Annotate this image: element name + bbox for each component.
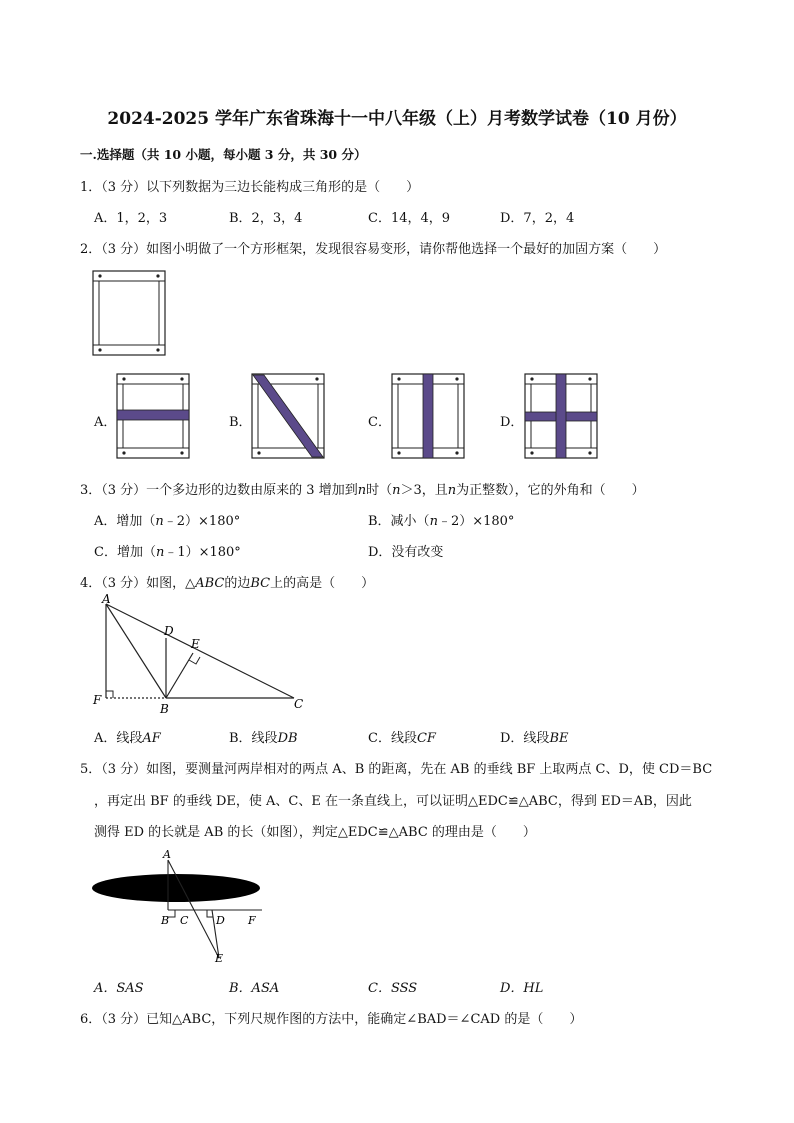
q3-option-a-post: ﹣2）×180° (163, 514, 241, 529)
q4-option-d-var: BE (549, 731, 569, 746)
horizontal-brace (117, 410, 189, 420)
q4-option-c (368, 727, 436, 746)
diagonal-brace (253, 375, 323, 457)
q3-option-a-var: n (155, 514, 164, 529)
q4-option-d (500, 727, 568, 746)
question-4-stem (80, 572, 374, 591)
section-heading: 一.选择题（共 10 小题，每小题 3 分，共 30 分） (80, 147, 367, 162)
q4-var-bc: BC (250, 576, 271, 591)
question-5-line-2: ，再定出 BF 的垂线 DE，使 A、C、E 在一条直线上，可以证明△EDC≌△ABC，得到 ED＝AB，因此 (94, 794, 692, 809)
cross-brace-vertical (556, 374, 566, 458)
q4-label-e: E (191, 637, 200, 651)
q4-option-a-pre: A．线段 (94, 731, 143, 746)
q3-var-n: n (357, 483, 367, 498)
q5-label-d: D (216, 914, 225, 927)
question-5-line-3: 测得 ED 的长就是 AB 的长（如图），判定△EDC≌△ABC 的理由是（ ） (94, 825, 536, 840)
q4-label-f: F (93, 693, 102, 707)
question-6-stem: 6．（3 分）已知△ABC，下列尺规作图的方法中，能确定∠BAD＝∠CAD 的是（ ） (80, 1012, 583, 1027)
q4-option-b-var: DB (277, 731, 298, 746)
q1-option-d: D．7，2，4 (500, 211, 575, 226)
q2-option-c-label: C． (368, 415, 391, 430)
q3-option-d-pre: D．没有改变 (368, 545, 444, 560)
q5-option-c: C．SSS (368, 981, 418, 996)
q1-option-c: C．14，4，9 (368, 211, 451, 226)
q4-option-c-var: CF (416, 731, 436, 746)
river-shape (92, 874, 260, 902)
q3-var-n: n (447, 483, 457, 498)
q5-river-figure (90, 846, 275, 966)
q2-option-d-figure (524, 373, 598, 459)
q2-option-d-label: D． (500, 415, 524, 430)
q4-label-b: B (160, 702, 169, 716)
q3-option-b-var: n (429, 514, 438, 529)
q4-label-d: D (164, 624, 174, 638)
q3-option-b-post: ﹣2）×180° (437, 514, 515, 529)
q4-triangle-figure (90, 594, 310, 716)
q3-option-c-pre: C．增加（ (94, 545, 156, 560)
q4-option-a-var: AF (142, 731, 161, 746)
q4-var-abc: ABC (195, 576, 225, 591)
q3-stem-part-a: 3．（3 分）一个多边形的边数由原来的 3 增加到 (80, 483, 358, 498)
vertical-brace (423, 374, 433, 458)
q4-option-d-pre: D．线段 (500, 731, 550, 746)
q3-var-n: n (392, 483, 401, 498)
q3-option-c-post: ﹣1）×180° (164, 545, 241, 560)
question-2-stem: 2．（3 分）如图小明做了一个方形框架，发现很容易变形，请你帮他选择一个最好的加固方案（ ） (80, 242, 667, 257)
q2-option-c-figure (391, 373, 465, 459)
q5-label-c: C (180, 914, 189, 927)
q5-label-f: F (248, 914, 256, 927)
q2-option-a-figure (116, 373, 190, 459)
q4-stem-part-c: 上的高是（ ） (270, 576, 375, 591)
q3-option-c-var: n (155, 545, 165, 560)
q4-option-b (229, 727, 298, 746)
q3-option-a (94, 510, 240, 529)
q2-main-frame-figure (92, 270, 166, 356)
q5-label-a: A (163, 848, 171, 861)
question-5-line-1: 5．（3 分）如图，要测量河两岸相对的两点 A、B 的距离，先在 AB 的垂线 BF 上取两点 C、D，使 CD＝BC (80, 762, 713, 777)
q3-option-d (368, 541, 443, 560)
q3-stem-part-b: 时（ (366, 483, 393, 498)
q4-label-c: C (294, 697, 304, 711)
q4-option-a (94, 727, 161, 746)
q1-option-b: B．2，3，4 (229, 211, 303, 226)
q3-option-b (368, 510, 514, 529)
q5-label-b: B (161, 914, 170, 927)
question-1-stem: 1．（3 分）以下列数据为三边长能构成三角形的是（ ） (80, 180, 420, 195)
q5-option-d: D．HL (500, 981, 544, 996)
question-3-stem (80, 479, 645, 498)
q4-option-b-pre: B．线段 (229, 731, 278, 746)
q4-option-c-pre: C．线段 (368, 731, 417, 746)
q4-stem-part-a: 4．（3 分）如图，△ (80, 576, 196, 591)
q5-option-a: A．SAS (94, 981, 144, 996)
q3-option-a-pre: A．增加（ (94, 514, 156, 529)
q3-stem-part-d: 为正整数），它的外角和（ ） (456, 483, 645, 498)
q3-stem-part-c: ＞3，且 (400, 483, 448, 498)
q2-option-b-label: B． (229, 415, 252, 430)
q1-option-a: A．1，2，3 (94, 211, 168, 226)
q3-option-b-pre: B．减小（ (368, 514, 430, 529)
q4-stem-part-b: 的边 (224, 576, 251, 591)
q5-label-e: E (215, 952, 224, 965)
q4-label-a: A (102, 592, 111, 606)
q5-option-b: B．ASA (229, 981, 280, 996)
q2-option-b-figure (251, 373, 325, 459)
page-title: 2024-2025 学年广东省珠海十一中八年级（上）月考数学试卷（10 月份） (107, 109, 687, 129)
q3-option-c (94, 541, 241, 560)
q2-option-a-label: A． (94, 415, 117, 430)
